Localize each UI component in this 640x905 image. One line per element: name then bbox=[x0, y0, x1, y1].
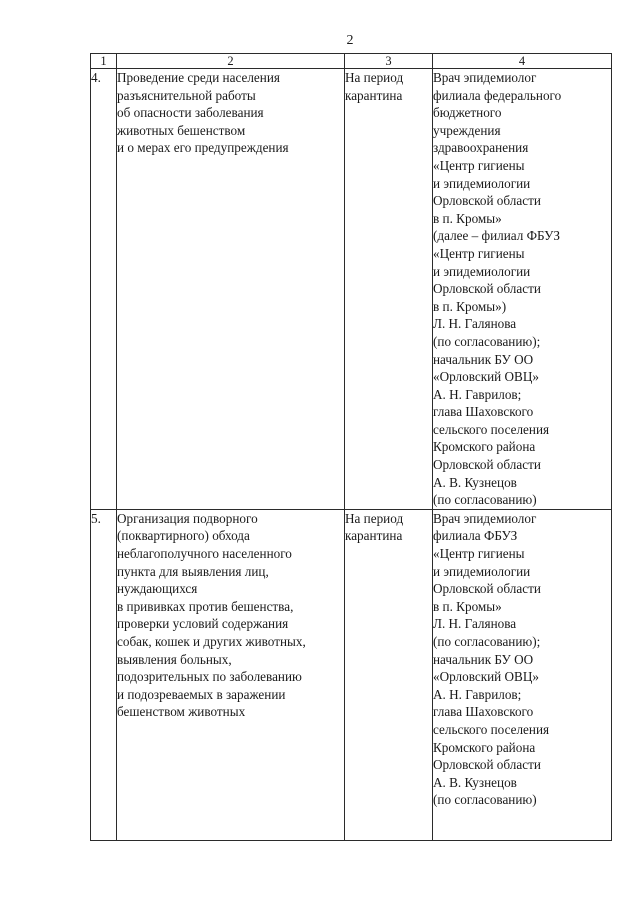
responsible-line: А. Н. Гаврилов; bbox=[433, 686, 522, 702]
measure-line: подозрительных по заболеванию bbox=[117, 669, 302, 685]
table-row bbox=[91, 509, 612, 840]
responsible-line: Врач эпидемиолог bbox=[433, 510, 537, 526]
responsible-line: Кромского района bbox=[433, 739, 536, 755]
measure-line: нуждающихся bbox=[117, 581, 198, 597]
measure-line: об опасности заболевания bbox=[117, 105, 264, 121]
period-cell bbox=[345, 509, 433, 840]
responsible-line: (по согласованию); bbox=[433, 333, 541, 349]
responsible-line: учреждения bbox=[433, 122, 501, 138]
responsible-line: А. Н. Гаврилов; bbox=[433, 386, 522, 402]
responsible-line: сельского поселения bbox=[433, 721, 550, 737]
measure-line: Организация подворного bbox=[117, 510, 258, 526]
measure-line: собак, кошек и других животных, bbox=[117, 634, 306, 649]
responsible-line: и эпидемиологии bbox=[433, 563, 531, 579]
period-line: На период bbox=[345, 70, 404, 85]
period-line: На период bbox=[345, 510, 404, 526]
responsible-line: «Орловский ОВЦ» bbox=[433, 369, 539, 385]
responsible-cell bbox=[433, 509, 612, 840]
responsible-line: (по согласованию); bbox=[433, 634, 541, 649]
responsible-line: глава Шаховского bbox=[433, 404, 534, 420]
row-number: 5. bbox=[91, 509, 117, 840]
responsible-line: А. В. Кузнецов bbox=[433, 474, 517, 490]
table-row bbox=[91, 69, 612, 510]
responsible-line: Орловской области bbox=[433, 581, 541, 597]
column-header-3: 3 bbox=[345, 54, 433, 69]
measure-line: проверки условий содержания bbox=[117, 616, 289, 632]
measure-line: (поквартирного) обхода bbox=[117, 528, 250, 544]
row-number: 4. bbox=[91, 69, 117, 510]
responsible-line: (по согласованию) bbox=[433, 792, 537, 808]
responsible-line: Орловской области bbox=[433, 457, 541, 473]
responsible-line: в п. Кромы» bbox=[433, 210, 502, 226]
responsible-line: «Центр гигиены bbox=[433, 546, 525, 562]
responsible-line: (далее – филиал ФБУЗ bbox=[433, 228, 560, 244]
responsible-line: сельского поселения bbox=[433, 421, 550, 437]
responsible-line: Орловской области bbox=[433, 193, 541, 209]
responsible-line: Орловской области bbox=[433, 281, 541, 297]
responsible-line: Врач эпидемиолог bbox=[433, 70, 537, 85]
column-header-2: 2 bbox=[117, 54, 345, 69]
measure-line: бешенством животных bbox=[117, 704, 246, 720]
measure-line: в прививках против бешенства, bbox=[117, 598, 294, 614]
responsible-line: «Орловский ОВЦ» bbox=[433, 669, 539, 685]
measure-cell bbox=[117, 509, 345, 840]
responsible-line: бюджетного bbox=[433, 105, 502, 121]
table-header-row bbox=[91, 54, 612, 69]
measure-line: пункта для выявления лиц, bbox=[117, 563, 269, 579]
measure-cell bbox=[117, 69, 345, 510]
period-cell bbox=[345, 69, 433, 510]
responsible-line: в п. Кромы») bbox=[433, 298, 507, 314]
responsible-line: филиала ФБУЗ bbox=[433, 528, 518, 544]
page-number: 2 bbox=[346, 33, 354, 48]
responsible-line: и эпидемиологии bbox=[433, 263, 531, 279]
responsible-line: Л. Н. Галянова bbox=[433, 616, 517, 632]
measure-line: и о мерах его предупреждения bbox=[117, 140, 289, 156]
column-header-1: 1 bbox=[91, 54, 117, 69]
responsible-line: А. В. Кузнецов bbox=[433, 774, 517, 790]
responsible-line: в п. Кромы» bbox=[433, 598, 502, 614]
measure-line: неблагополучного населенного bbox=[117, 546, 292, 562]
responsible-line: Орловской области bbox=[433, 757, 541, 773]
responsible-line: здравоохранения bbox=[433, 140, 529, 156]
responsible-line: филиала федерального bbox=[433, 87, 562, 103]
responsible-line: глава Шаховского bbox=[433, 704, 534, 720]
responsible-line: и эпидемиологии bbox=[433, 175, 531, 191]
responsible-line: «Центр гигиены bbox=[433, 245, 525, 261]
responsible-line: (по согласованию) bbox=[433, 492, 537, 508]
measures-table bbox=[90, 53, 612, 841]
responsible-line: «Центр гигиены bbox=[433, 157, 525, 173]
responsible-line: Кромского района bbox=[433, 439, 536, 455]
responsible-line: начальник БУ ОО bbox=[433, 651, 534, 667]
period-line: карантина bbox=[345, 528, 403, 544]
column-header-4: 4 bbox=[433, 54, 612, 69]
measure-line: животных бешенством bbox=[117, 122, 246, 138]
measure-line: и подозреваемых в заражении bbox=[117, 686, 286, 702]
responsible-line: начальник БУ ОО bbox=[433, 351, 534, 367]
measure-line: Проведение среди населения bbox=[117, 70, 280, 85]
responsible-line: Л. Н. Галянова bbox=[433, 316, 517, 332]
period-line: карантина bbox=[345, 87, 403, 103]
measure-line: разъяснительной работы bbox=[117, 87, 256, 103]
responsible-cell bbox=[433, 69, 612, 510]
measure-line: выявления больных, bbox=[117, 651, 232, 667]
